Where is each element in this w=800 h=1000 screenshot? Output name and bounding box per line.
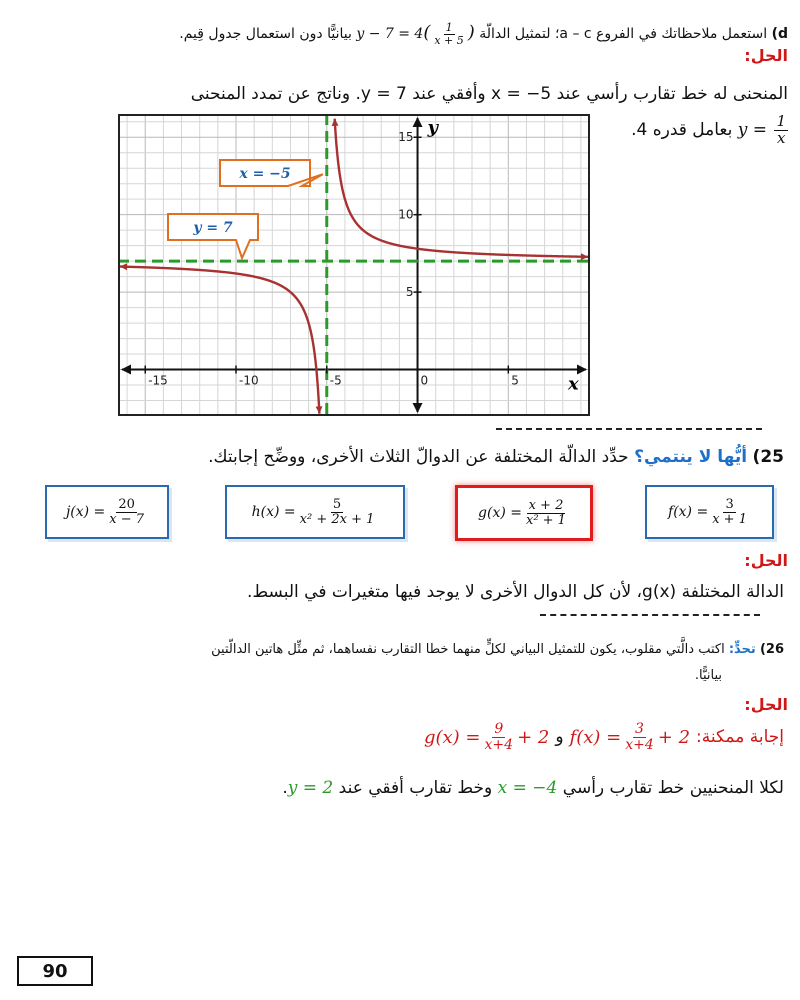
page-number: 90 bbox=[17, 956, 93, 986]
box-h-lhs: h(x) = bbox=[251, 504, 296, 520]
q26-answer bbox=[424, 722, 784, 752]
box-h-den: x² + 2x + 1 bbox=[299, 511, 375, 527]
curve-arrow bbox=[332, 119, 339, 126]
y-tick-label: 15 bbox=[398, 130, 414, 145]
box-f-den: x + 1 bbox=[712, 511, 747, 527]
curve-arrow bbox=[581, 253, 588, 260]
x-tick-label: 5 bbox=[511, 373, 519, 388]
curve-arrow bbox=[316, 406, 323, 413]
g-answer-lhs: g(x) = bbox=[423, 726, 481, 748]
x-tick-label: 0 bbox=[420, 373, 429, 388]
q25-answer: الدالة المختلفة g(x)، لأن كل الدوال الأخرى لا يوجد فيها متغيرات في البسط. bbox=[247, 582, 784, 602]
solution-label-d: الحل: bbox=[744, 46, 788, 65]
q25-prompt: حدِّد الدالّة المختلفة عن الدوالّ الثلاث الأخرى، ووضِّح إجابتك. bbox=[208, 447, 629, 467]
curve-right-branch bbox=[335, 119, 589, 257]
part-d-question bbox=[179, 22, 788, 46]
x-tick-label: -5 bbox=[329, 373, 342, 388]
curve-left-branch bbox=[120, 267, 320, 414]
separator-line-2 bbox=[540, 614, 760, 616]
q26-title: تحدٍّ: bbox=[728, 642, 756, 657]
y-axis-arrow-down bbox=[413, 403, 423, 413]
conclusion-va-text: لكلا المنحنيين خط تقارب رأسي bbox=[562, 778, 784, 798]
q26-prompt-line2: بيانيًّا. bbox=[694, 668, 722, 683]
f-answer-den: x+4 bbox=[625, 736, 654, 753]
box-g-den: x² + 1 bbox=[525, 512, 566, 528]
box-j-den: x − 7 bbox=[109, 511, 145, 527]
part-d-y-num: 1 bbox=[776, 112, 786, 130]
f-answer-tail: + 2 bbox=[657, 726, 691, 748]
function-box-j bbox=[45, 485, 169, 539]
part-d-equation: y − 7 = 4( $\frac{1}{x + 5}$ ) bbox=[356, 21, 475, 47]
function-box-g bbox=[455, 485, 593, 541]
q25-question bbox=[208, 447, 784, 467]
function-box-h bbox=[225, 485, 405, 539]
part-d-stretch-text: بعامل قدره 4. bbox=[631, 119, 733, 140]
q25-title: أيُّها لا ينتمي؟ bbox=[634, 447, 748, 467]
curve-arrow bbox=[120, 263, 127, 270]
q26-conclusion bbox=[282, 778, 784, 798]
box-j-lhs: j(x) = bbox=[65, 504, 106, 520]
callout-vertical-asymptote bbox=[220, 160, 323, 186]
part-d-solution-line1: المنحنى له خط تقارب رأسي عند x = −5 وأفقي عند y = 7. وناتج عن تمدد المنحنى bbox=[190, 84, 788, 104]
f-function-answer bbox=[570, 722, 690, 752]
x-axis-arrow-left bbox=[121, 365, 131, 375]
x-tick-label: -15 bbox=[148, 373, 168, 388]
g-function-answer bbox=[424, 722, 549, 752]
part-d-frac-den: x + 5 bbox=[434, 33, 464, 47]
part-d-label: d) bbox=[771, 26, 788, 43]
function-box-f bbox=[645, 485, 774, 539]
q26-prompt-line1: اكتب دالَّتي مقلوب، يكون للتمثيل البياني لكلٍّ منهما خطا التقارب نفساهما، ثم مثِّل هاتين الدالّتين bbox=[211, 642, 725, 657]
possible-answer-label: إجابة ممكنة: bbox=[696, 727, 784, 748]
q25-number: 25) bbox=[752, 447, 784, 467]
q26-number: 26) bbox=[759, 642, 784, 657]
asymptote-graph bbox=[118, 114, 590, 416]
x-tick-label: -10 bbox=[239, 373, 259, 388]
box-f-lhs: f(x) = bbox=[668, 504, 709, 520]
conclusion-ha-eq: y = 2 bbox=[287, 778, 334, 798]
part-d-y-den: x bbox=[776, 128, 786, 147]
part-d-solution-line2 bbox=[631, 114, 790, 147]
box-g-lhs: g(x) = bbox=[478, 505, 522, 521]
callout-vertical-asymptote-text: x = −5 bbox=[239, 166, 291, 182]
g-answer-tail: + 2 bbox=[517, 726, 550, 748]
q26-question-line1 bbox=[211, 642, 784, 657]
g-answer-den: x+4 bbox=[484, 736, 514, 753]
box-j-num: 20 bbox=[118, 496, 135, 512]
y-tick-label: 5 bbox=[405, 285, 414, 300]
solution-label-26: الحل: bbox=[744, 695, 788, 714]
solution-label-25: الحل: bbox=[744, 551, 788, 570]
conclusion-ha-text: وخط تقارب أفقي عند bbox=[338, 778, 493, 798]
part-d-y-eq bbox=[738, 114, 790, 147]
y-tick-label: 10 bbox=[398, 207, 414, 222]
y-axis-label: y bbox=[427, 117, 439, 138]
box-f-num: 3 bbox=[725, 496, 734, 512]
conclusion-va-eq: x = −4 bbox=[497, 778, 558, 798]
part-d-y-eq-lhs: y = bbox=[737, 119, 768, 140]
part-d-frac-num: 1 bbox=[445, 21, 453, 34]
and-word: و bbox=[555, 727, 564, 748]
conclusion-end: . bbox=[282, 778, 288, 798]
part-d-eq-prefix: y − 7 = 4 bbox=[356, 26, 424, 43]
x-axis-label: x bbox=[568, 373, 579, 395]
g-answer-num: 9 bbox=[494, 721, 504, 737]
separator-line bbox=[496, 428, 762, 430]
part-d-text-end: بيانيًّا دون استعمال جدول قِيم. bbox=[179, 26, 352, 43]
f-answer-num: 3 bbox=[635, 721, 644, 737]
callout-horizontal-asymptote-text: y = 7 bbox=[193, 220, 233, 236]
box-h-num: 5 bbox=[332, 496, 342, 512]
box-g-num: x + 2 bbox=[528, 497, 564, 513]
f-answer-lhs: f(x) = bbox=[569, 726, 622, 748]
part-d-text-start: استعمل ملاحظاتك في الفروع a – c؛ لتمثيل الدالّة bbox=[479, 26, 768, 43]
